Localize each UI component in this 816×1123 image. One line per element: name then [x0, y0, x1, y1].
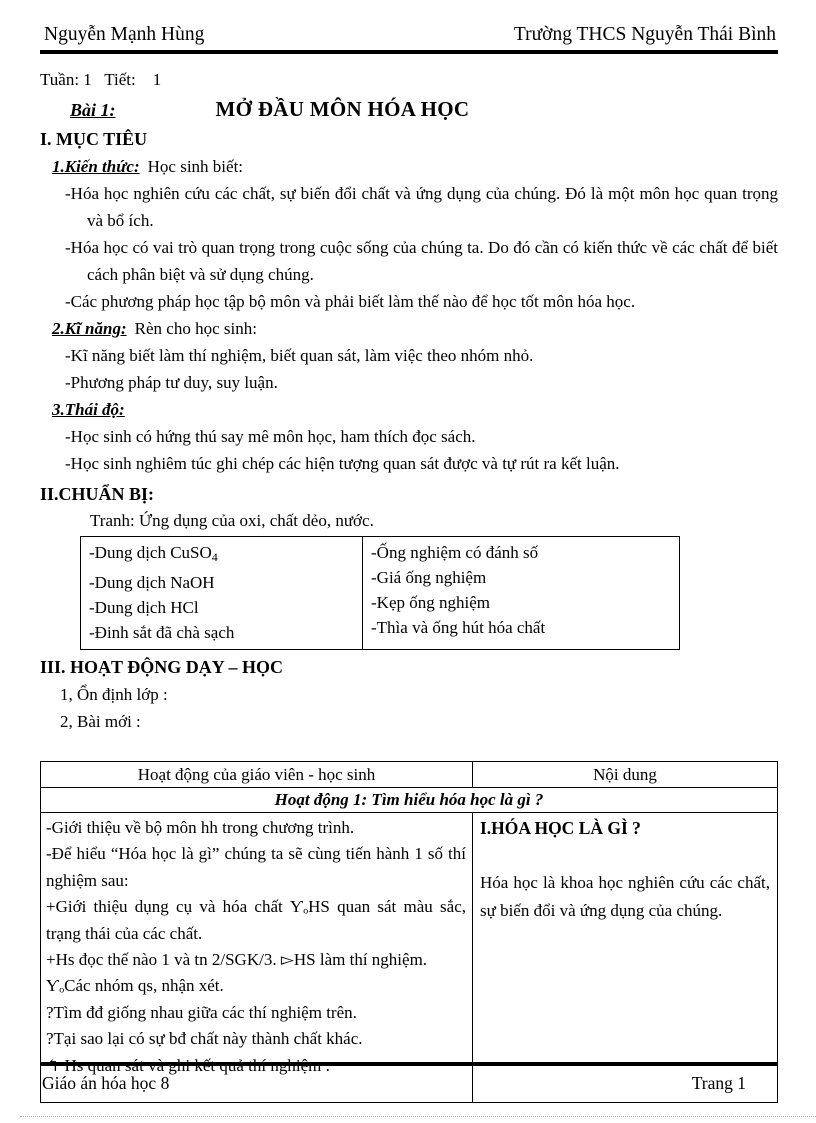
kien-thuc-intro: Học sinh biết:	[147, 157, 244, 176]
footer-rule	[40, 1062, 778, 1066]
teacher-line: +Giới thiệu dụng cụ và hóa chất ƳₒHS quan sát màu sắc, trạng thái của các chất.	[46, 897, 466, 943]
ki-nang-label: 2.Kĩ năng:	[52, 319, 127, 338]
material-item: -Dung dịch HCl	[89, 598, 199, 617]
column-header-content: Nội dung	[473, 762, 778, 788]
kien-thuc-label: 1.Kiến thức:	[52, 157, 140, 176]
thai-do-label: 3.Thái độ:	[52, 400, 125, 419]
header-rule	[40, 50, 778, 54]
content-blank-line	[480, 842, 770, 869]
section-muc-tieu-heading: I. MỤC TIÊU	[40, 129, 148, 149]
lesson-number-label: Bài 1:	[70, 100, 116, 120]
teacher-line: -Giới thiệu về bộ môn hh trong chương trình.	[46, 818, 355, 837]
material-item: -Kẹp ống nghiệm	[371, 593, 490, 612]
lesson-content-cell	[473, 813, 778, 1103]
section-hoat-dong-heading: III. HOẠT ĐỘNG DẠY – HỌC	[40, 657, 284, 677]
footer-document-title: Giáo án hóa học 8	[42, 1073, 170, 1093]
thai-do-item: -Học sinh có hứng thú say mê môn học, ham thích đọc sách.	[65, 427, 476, 446]
week-period-line: Tuần: 1 Tiết: 1	[40, 70, 162, 89]
step-line: 1, Ổn định lớp :	[60, 685, 168, 704]
header-school: Trường THCS Nguyễn Thái Bình	[513, 24, 776, 45]
ki-nang-item: -Phương pháp tư duy, suy luận.	[65, 373, 278, 392]
material-item: -Dung dịch NaOH	[89, 573, 215, 592]
material-item	[89, 540, 356, 570]
teacher-line: ↰ Hs quan sát và ghi kết quả thí nghiệm .	[46, 1055, 330, 1075]
teacher-activity-cell	[41, 813, 473, 1103]
column-header-teacher: Hoạt động của giáo viên - học sinh	[41, 762, 473, 788]
material-item: -Thìa và ống hút hóa chất	[371, 618, 546, 637]
content-body-text: Hóa học là khoa học nghiên cứu các chất, sự biến đổi và ứng dụng của chúng.	[480, 873, 770, 920]
activity-title-row	[41, 788, 778, 813]
section-chuan-bi-heading: II.CHUẨN BỊ:	[40, 484, 155, 504]
page-boundary-dotted-line	[20, 1116, 816, 1117]
page-running-footer	[40, 1062, 778, 1094]
teacher-line: +Hs đọc thế nào 1 và tn 2/SGK/3. ▻HS làm thí nghiệm.	[46, 950, 428, 970]
material-text: -Dung dịch CuSO	[89, 543, 212, 562]
kien-thuc-item: -Các phương pháp học tập bộ môn và phải biết làm thế nào để học tốt môn hóa học.	[65, 292, 636, 311]
content-section-title: I.HÓA HỌC LÀ GÌ ?	[480, 818, 641, 838]
step-line: 2, Bài mới :	[60, 712, 141, 731]
kien-thuc-line	[52, 153, 778, 180]
thai-do-line	[52, 396, 778, 423]
teacher-line: ?Tìm đđ giống nhau giữa các thí nghiệm trên.	[46, 1002, 357, 1022]
teacher-line: -Để hiểu “Hóa học là gì” chúng ta sẽ cùng tiến hành 1 số thí nghiệm sau:	[46, 844, 466, 890]
thai-do-item: -Học sinh nghiêm túc ghi chép các hiện tượng quan sát được và tự rút ra kết luận.	[65, 454, 620, 473]
materials-column-chemicals	[81, 537, 363, 649]
activity-table-header-row	[41, 762, 778, 788]
material-item: -Giá ống nghiệm	[371, 568, 487, 587]
activity-content-row	[41, 813, 778, 1103]
teacher-line: ƳₒCác nhóm qs, nhận xét.	[46, 976, 224, 996]
kien-thuc-item: -Hóa học nghiên cứu các chất, sự biến đổi chất và ứng dụng của chúng. Đó là một môn học quan trọng và bổ ích.	[65, 184, 778, 230]
footer-text-row	[40, 1073, 778, 1094]
activity-table	[40, 761, 778, 1103]
materials-table	[80, 536, 680, 650]
lesson-title-row	[40, 97, 778, 122]
activity1-title: Hoạt động 1: Tìm hiểu hóa học là gì ?	[41, 788, 778, 813]
ki-nang-line	[52, 315, 778, 342]
teacher-line: ?Tại sao lại có sự bđ chất này thành chất khác.	[46, 1029, 363, 1049]
cuso4-subscript: 4	[211, 550, 218, 564]
material-item: -Đinh sắt đã chà sạch	[89, 623, 235, 642]
footer-page-number: Trang 1	[691, 1073, 746, 1093]
ki-nang-intro: Rèn cho học sinh:	[134, 319, 257, 338]
page-running-header	[40, 18, 778, 50]
tranh-line: Tranh: Ứng dụng của oxi, chất dẻo, nước.	[90, 511, 374, 530]
material-item: -Ống nghiệm có đánh số	[371, 543, 539, 562]
kien-thuc-item: -Hóa học có vai trò quan trọng trong cuộc sống của chúng ta. Do đó cần có kiến thức về các chất để biết cách phân biệt và sử dụng chúng.	[65, 238, 778, 284]
ki-nang-item: -Kĩ năng biết làm thí nghiệm, biết quan sát, làm việc theo nhóm nhỏ.	[65, 346, 534, 365]
header-author: Nguyễn Mạnh Hùng	[44, 24, 205, 45]
lesson-title: MỞ ĐẦU MÔN HÓA HỌC	[215, 97, 470, 121]
materials-column-equipment	[363, 537, 679, 649]
